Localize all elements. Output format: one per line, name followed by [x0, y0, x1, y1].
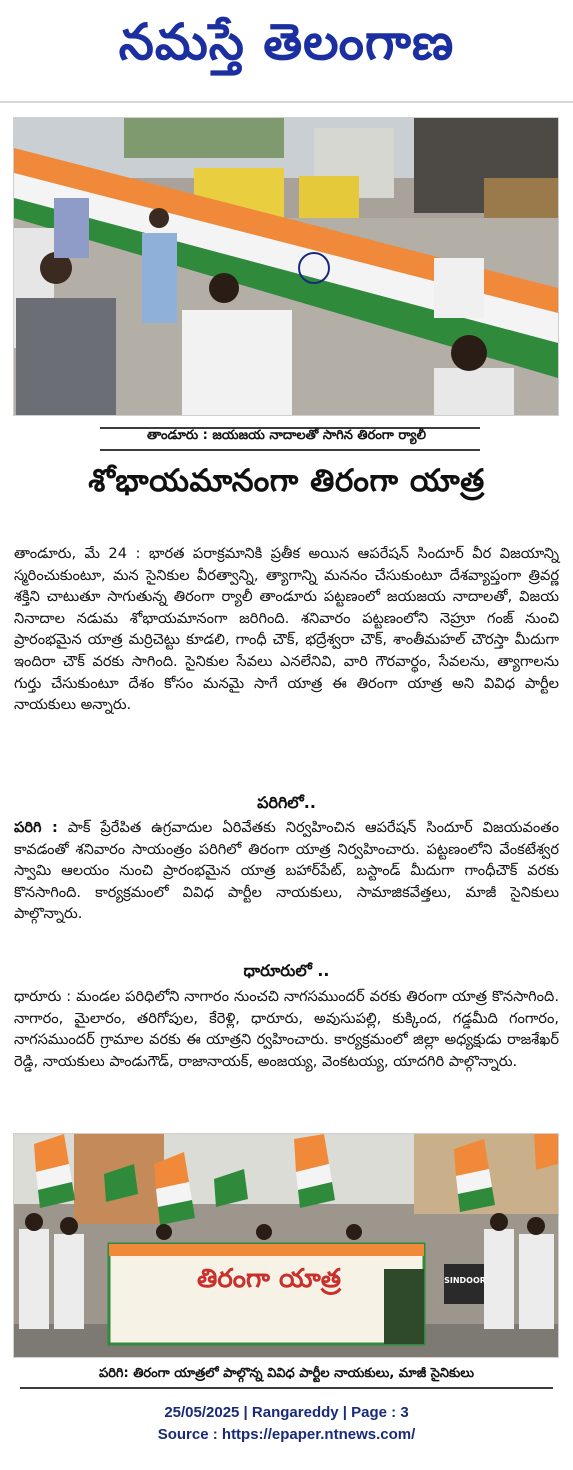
masthead-divider — [0, 101, 573, 103]
banner-text: తిరంగా యాత్ర — [197, 1264, 341, 1294]
section-subhead: పరిగిలో.. — [257, 793, 316, 812]
caption-rule — [20, 1387, 553, 1389]
dateline: పరిగి : — [14, 819, 58, 836]
edition-info: 25/05/2025 | Rangareddy | Page : 3 — [164, 1404, 409, 1421]
sign-text: SINDOOR — [444, 1276, 486, 1285]
photo-caption: తాండూరు : జయజయ నాదాలతో సాగిన తిరంగా ర్యాలీ — [146, 428, 427, 443]
paragraph-text: పాక్ ప్రేరేపిత ఉగ్రవాదుల ఏరివేతకు నిర్వహించిన ఆపరేషన్ సిందూర్ విజయవంతం కావడంతో శనివారం సాయంత్రం పరిగిలో తిరంగా యాత్ర నిర్వహించారు. పట్టణంలోని వేంకటేశ్వర స్వామి ఆలయం నుంచి ప్రారంభమైన యాత్ర బహార్‌పేట్, బస్టాండ్ మీదుగా గాంధీచౌక్ వరకు కొనసాగింది. కార్యక్రమంలో వివిధ పార్టీల నాయకులు, సామాజికవేత్తలు, మాజీ సైనికులు పాల్గొన్నారు. — [14, 819, 559, 923]
rally-photo — [13, 117, 559, 416]
procession-photo — [13, 1133, 559, 1358]
article-headline: శోభాయమానంగా తిరంగా యాత్ర — [88, 463, 485, 499]
newspaper-logo: నమస్తే తెలంగాణ — [118, 12, 455, 71]
article-paragraph: ధారూరు : మండల పరిధిలోని నాగారం నుంచచి నాగసముందర్ వరకు తిరంగా యాత్ర కొనసాగింది. నాగారం, మైలారం, తరిగోపుల, కేరెళ్లి, ధారూరు, అవుసుపల్లి, కుక్కింద, గడ్డమీది గంగారం, నాగసముందర్ గ్రామాల వరకు ఈ యాత్రని ర్వహించారు. కార్యక్రమంలో జిల్లా అధ్యక్షుడు రాజశేఖర్ రెడ్డి, నాయకులు పాండుగౌడ్, రాజానాయక్, అంజయ్య, వెంకటయ్య, యాదగిరి పాల్గొన్నారు. — [14, 988, 559, 1070]
masthead — [0, 0, 573, 100]
photo-caption: పరిగి: తిరంగా యాత్రలో పాల్గొన్న వివిధ పార్టీల నాయకులు, మాజీ సైనికులు — [98, 1366, 475, 1381]
caption-rule — [100, 449, 480, 451]
section-subhead: ధారూరులో .. — [243, 961, 330, 980]
source-link[interactable]: Source : https://epaper.ntnews.com/ — [157, 1426, 416, 1443]
article-paragraph: తాండూరు, మే 24 : భారత పరాక్రమానికి ప్రతీక అయిన ఆపరేషన్ సిందూర్ వీర విజయాన్ని స్మరించుకుంటూ, మన సైనికుల వీరత్వాన్ని, త్యాగాన్ని మననం చేసుకుంటూ దేశవ్యాప్తంగా త్రివర్ణ శక్తిని చాటుతూ సాగుతున్న తిరంగా ర్యాలీ తాండూరు పట్టణంలో జయజయ నాదాలతో, విజయ నినాదాల నడుమ శోభాయమానంగా జరిగింది. శనివారం పట్టణంలోని నెహ్రూ గంజ్ నుంచి ప్రారంభమైన యాత్ర మర్రిచెట్టు కూడలి, గాంధీ చౌక్, భద్రేశ్వరా చౌక్, శాంతీమహల్ చౌరస్తా మీదుగా ఇందిరా చౌక్ వరకు సాగింది. సైనికుల సేవలు ఎనలేనివి, వారి గౌరవార్థం, సేవలను, త్యాగాలను గుర్తు చేసుకుంటూ దేశం కోసం మనమై సాగే యాత్ర ఈ తిరంగా యాత్ర అని వివిధ పార్టీల నాయకులు అన్నారు. — [14, 545, 559, 714]
page-footer — [0, 1402, 573, 1446]
article-paragraph — [14, 817, 559, 925]
